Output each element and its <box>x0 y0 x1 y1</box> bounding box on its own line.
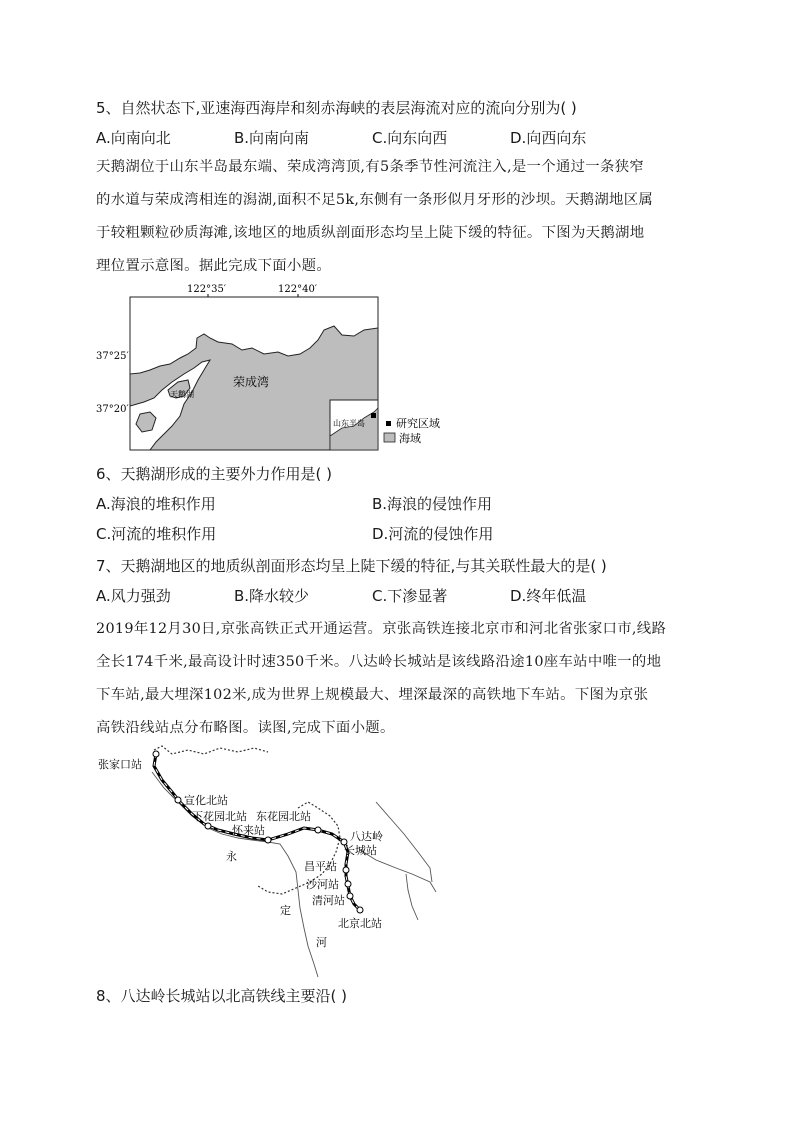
study-area-marker <box>371 413 376 418</box>
passage-line: 下车站,最大埋深102米,成为世界上规模最大、埋深最深的高铁地下车站。下图为京张 <box>96 687 649 703</box>
passage-line: 于较粗颗粒砂质海滩,该地区的地质纵剖面形态均呈上陡下缓的特征。下图为天鹅湖地 <box>96 225 645 241</box>
q7-option-a[interactable]: A.风力强劲 <box>96 587 171 605</box>
question-5-stem: 5、自然状态下,亚速海西海岸和刻赤海峡的表层海流对应的流向分别为( ) <box>96 99 577 117</box>
q5-option-a[interactable]: A.向南向北 <box>96 129 171 147</box>
lon-label: 122°40′ <box>278 284 318 295</box>
passage-line: 全长174千米,最高设计时速350千米。八达岭长城站是该线路沿途10座车站中唯一的地 <box>96 654 662 670</box>
tributary-river <box>376 802 432 882</box>
inset-label: 山东半岛 <box>333 419 365 428</box>
station-marker[interactable] <box>357 907 363 913</box>
swan-lake-label: 天鹅湖 <box>170 390 194 399</box>
q6-option-c[interactable]: C.河流的堆积作用 <box>96 525 217 543</box>
station-label: 下花园北站 <box>192 810 247 823</box>
station-label: 东花园北站 <box>256 810 311 823</box>
great-wall <box>154 746 268 754</box>
station-marker[interactable] <box>265 837 271 843</box>
passage-line: 理位置示意图。据此完成下面小题。 <box>96 258 332 274</box>
station-label: 北京北站 <box>338 917 382 930</box>
legend-sea-label: 海域 <box>399 432 421 445</box>
bay-label: 荣成湾 <box>233 375 270 389</box>
swan-lake-map <box>92 278 452 453</box>
station-marker[interactable] <box>347 893 353 899</box>
q5-option-d[interactable]: D.向西向东 <box>510 129 587 147</box>
station-label: 宣化北站 <box>184 794 228 807</box>
passage-line: 高铁沿线站点分布略图。读图,完成下面小题。 <box>96 720 395 736</box>
q5-option-b[interactable]: B.向南向南 <box>234 129 310 147</box>
station-marker[interactable] <box>315 827 321 833</box>
q6-option-d[interactable]: D.河流的侵蚀作用 <box>372 525 494 543</box>
river-label: 永 <box>226 850 237 863</box>
tributary-river <box>406 874 418 920</box>
question-8-stem: 8、八达岭长城站以北高铁线主要沿( ) <box>96 987 348 1005</box>
q5-option-c[interactable]: C.向东向西 <box>372 129 448 147</box>
q6-option-a[interactable]: A.海浪的堆积作用 <box>96 495 216 513</box>
passage-swan-lake <box>96 151 702 283</box>
lat-label: 37°20′ <box>96 404 129 415</box>
legend-study-area-label: 研究区域 <box>396 417 440 430</box>
lon-label: 122°35′ <box>187 284 227 295</box>
q7-option-b[interactable]: B.降水较少 <box>234 587 310 605</box>
station-label: 沙河站 <box>306 878 339 891</box>
passage-line: 的水道与荣成湾相连的潟湖,面积不足5k,东侧有一条形似月牙形的沙坝。天鹅湖地区属 <box>96 192 654 208</box>
river-label: 河 <box>316 936 327 949</box>
question-7-stem: 7、天鹅湖地区的地质纵剖面形态均呈上陡下缓的特征,与其关联性最大的是( ) <box>96 557 607 575</box>
station-marker[interactable] <box>153 751 159 757</box>
lat-label: 37°25′ <box>96 351 129 362</box>
station-marker[interactable] <box>175 797 181 803</box>
station-marker[interactable] <box>205 823 211 829</box>
passage-line: 天鹅湖位于山东半岛最东端、荣成湾湾顶,有5条季节性河流注入,是一个通过一条狭窄 <box>96 159 645 175</box>
station-label: 八达岭 <box>350 830 383 843</box>
legend-sea-icon <box>384 433 395 442</box>
station-label: 怀来站 <box>232 824 265 837</box>
question-6-stem: 6、天鹅湖形成的主要外力作用是( ) <box>96 465 333 483</box>
station-marker[interactable] <box>343 867 349 873</box>
q6-option-b[interactable]: B.海浪的侵蚀作用 <box>372 495 493 513</box>
railway-map <box>92 742 452 977</box>
passage-jingzhang-railway <box>96 613 702 745</box>
river-label: 定 <box>280 904 291 917</box>
station-marker[interactable] <box>345 881 351 887</box>
station-label: 清河站 <box>312 894 345 907</box>
legend-study-area-icon <box>386 421 391 426</box>
passage-line: 2019年12月30日,京张高铁正式开通运营。京张高铁连接北京市和河北省张家口市,线路 <box>96 621 667 637</box>
q7-option-c[interactable]: C.下渗显著 <box>372 587 448 605</box>
station-label: 张家口站 <box>98 758 142 771</box>
station-label: 昌平站 <box>304 860 337 873</box>
q7-option-d[interactable]: D.终年低温 <box>510 587 587 605</box>
station-label: 长城站 <box>344 844 377 857</box>
